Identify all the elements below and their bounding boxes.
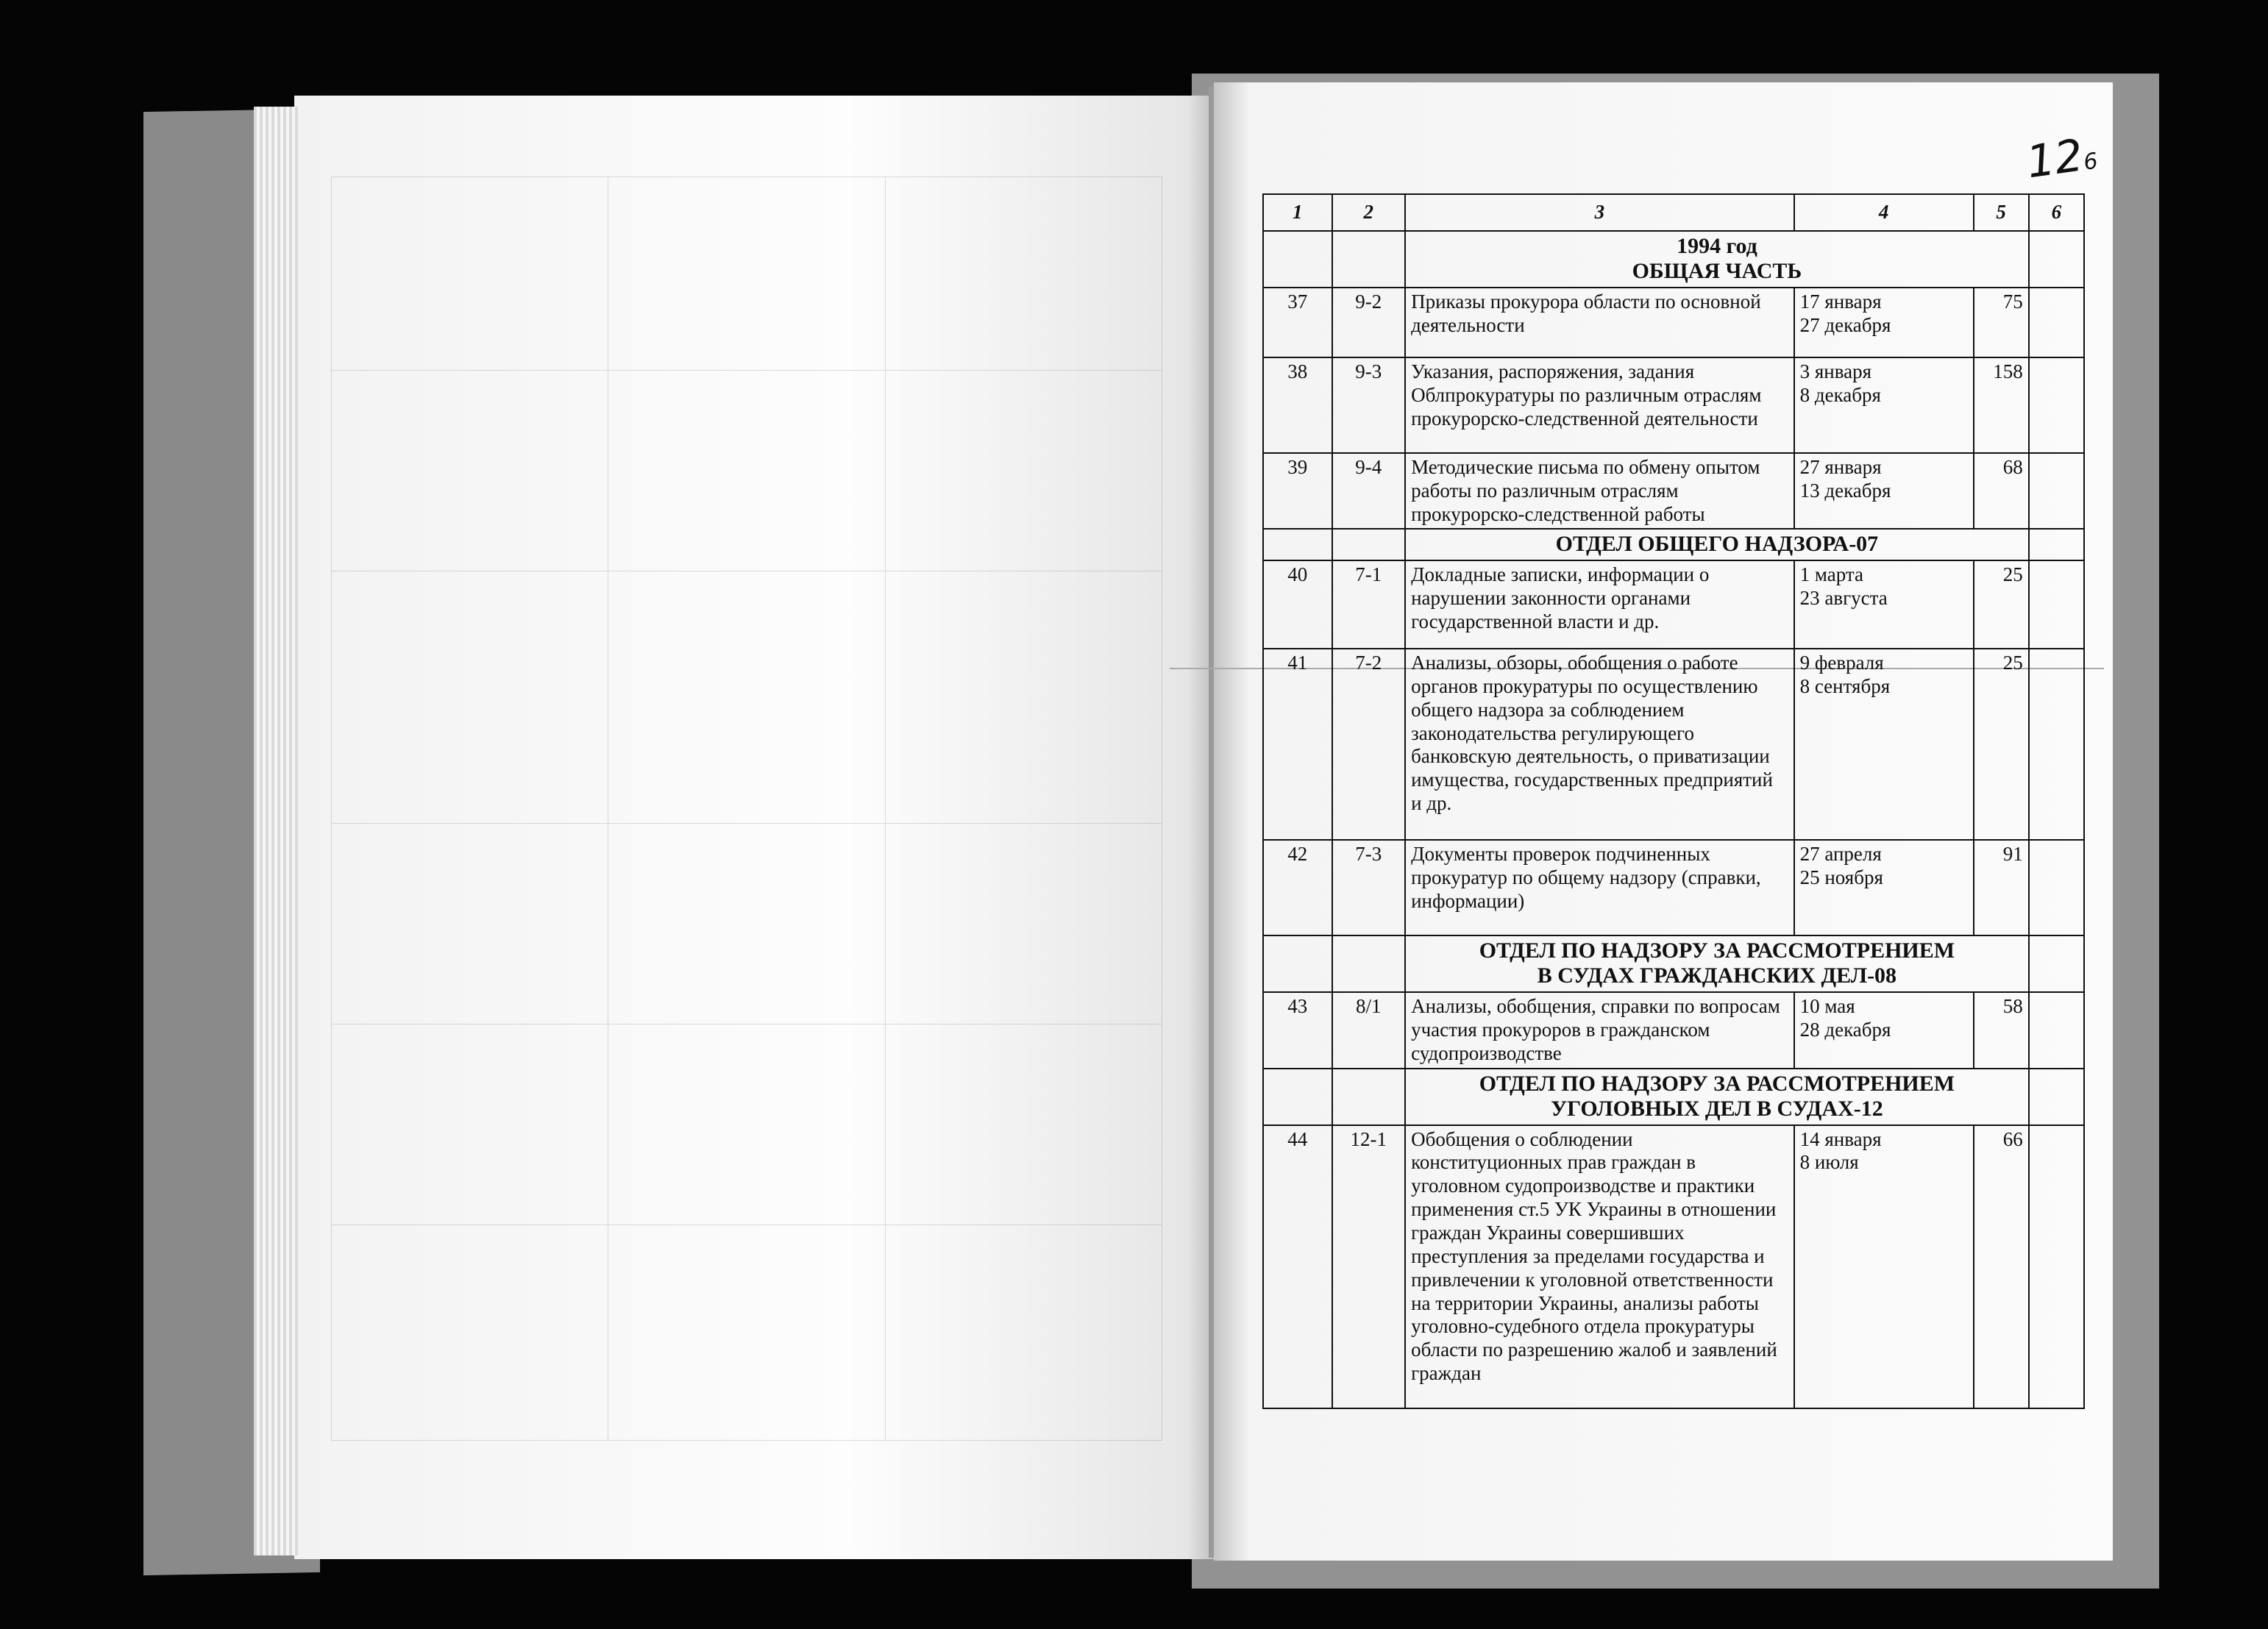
row-number: 43 — [1263, 992, 1332, 1069]
file-title: Докладные записки, информации о нарушении законности органами государственной власти и др. — [1405, 560, 1794, 649]
file-title: Обобщения о соблюдении конституционных прав граждан в уголовном судопроизводстве и практики применения ст.5 УК Украины в отношении граждан Украины совершивших преступления за пределами государства и привлечении к уголовной ответственности на территории Украины, анализы работы уголовно-судебного отдела прокуратуры области по разрешению жалоб и заявлений граждан — [1405, 1125, 1794, 1408]
file-title: Анализы, обобщения, справки по вопросам участия прокуроров в гражданском судопроизводстве — [1405, 992, 1794, 1069]
file-title: Указания, распоряжения, задания Облпрокуратуры по различным отраслям прокурорско-следственной деятельности — [1405, 357, 1794, 453]
note-cell — [2029, 840, 2084, 935]
file-dates: 1 марта 23 августа — [1794, 560, 1974, 649]
column-header: 3 — [1405, 194, 1794, 231]
table-row — [1263, 1125, 2084, 1408]
table-row — [1263, 357, 2084, 453]
section-heading-row — [1263, 529, 2084, 560]
show-through-text — [331, 177, 1162, 1456]
column-header: 2 — [1332, 194, 1406, 231]
sheet-count: 66 — [1974, 1125, 2029, 1408]
table-row — [1263, 288, 2084, 357]
file-title: Методические письма по обмену опытом работы по различным отраслям прокурорско-следственной работы — [1405, 453, 1794, 530]
file-dates: 9 февраля 8 сентября — [1794, 649, 1974, 840]
note-cell — [2029, 649, 2084, 840]
file-index: 7-3 — [1332, 840, 1406, 935]
sheet-count: 25 — [1974, 649, 2029, 840]
note-cell — [2029, 357, 2084, 453]
folio-number: 12 — [2023, 129, 2086, 189]
note-cell — [2029, 992, 2084, 1069]
file-dates: 27 января 13 декабря — [1794, 453, 1974, 530]
table-row — [1263, 453, 2084, 530]
row-number: 38 — [1263, 357, 1332, 453]
section-title: 1994 год ОБЩАЯ ЧАСТЬ — [1405, 231, 2029, 288]
folio-sub: 6 — [2082, 148, 2100, 176]
sheet-count: 75 — [1974, 288, 2029, 357]
note-cell — [2029, 1125, 2084, 1408]
file-title: Документы проверок подчиненных прокуратур по общему надзору (справки, информации) — [1405, 840, 1794, 935]
table-row — [1263, 560, 2084, 649]
table-header-row — [1263, 194, 2084, 231]
sheet-count: 91 — [1974, 840, 2029, 935]
section-heading-row — [1263, 1069, 2084, 1125]
file-index: 7-1 — [1332, 560, 1406, 649]
file-title: Анализы, обзоры, обобщения о работе органов прокуратуры по осуществлению общего надзора за соблюдением законодательства регулирующего банковскую деятельность, о приватизации имущества, государственных предприятий и др. — [1405, 649, 1794, 840]
section-title: ОТДЕЛ ПО НАДЗОРУ ЗА РАССМОТРЕНИЕМ В СУДАХ ГРАЖДАНСКИХ ДЕЛ-08 — [1405, 935, 2029, 992]
file-dates: 17 января 27 декабря — [1794, 288, 1974, 357]
file-index: 8/1 — [1332, 992, 1406, 1069]
note-cell — [2029, 288, 2084, 357]
row-number: 44 — [1263, 1125, 1332, 1408]
row-number: 39 — [1263, 453, 1332, 530]
column-header: 1 — [1263, 194, 1332, 231]
file-dates: 27 апреля 25 ноября — [1794, 840, 1974, 935]
section-title: ОТДЕЛ ОБЩЕГО НАДЗОРА-07 — [1405, 529, 2029, 560]
sheet-count: 58 — [1974, 992, 2029, 1069]
page-number-handwritten — [2024, 128, 2100, 189]
note-cell — [2029, 453, 2084, 530]
table-row — [1263, 649, 2084, 840]
file-index: 12-1 — [1332, 1125, 1406, 1408]
section-heading-row — [1263, 935, 2084, 992]
file-index: 9-4 — [1332, 453, 1406, 530]
row-number: 42 — [1263, 840, 1332, 935]
row-number: 40 — [1263, 560, 1332, 649]
file-index: 7-2 — [1332, 649, 1406, 840]
inventory-table — [1262, 193, 2085, 1409]
column-header: 6 — [2029, 194, 2084, 231]
sheet-count: 25 — [1974, 560, 2029, 649]
column-header: 5 — [1974, 194, 2029, 231]
file-dates: 10 мая 28 декабря — [1794, 992, 1974, 1069]
file-dates: 3 января 8 декабря — [1794, 357, 1974, 453]
file-index: 9-3 — [1332, 357, 1406, 453]
file-dates: 14 января 8 июля — [1794, 1125, 1974, 1408]
file-index: 9-2 — [1332, 288, 1406, 357]
row-number: 41 — [1263, 649, 1332, 840]
file-title: Приказы прокурора области по основной деятельности — [1405, 288, 1794, 357]
section-heading-row — [1263, 231, 2084, 288]
section-title: ОТДЕЛ ПО НАДЗОРУ ЗА РАССМОТРЕНИЕМ УГОЛОВНЫХ ДЕЛ В СУДАХ-12 — [1405, 1069, 2029, 1125]
page-edges — [254, 107, 298, 1555]
sheet-count: 158 — [1974, 357, 2029, 453]
row-number: 37 — [1263, 288, 1332, 357]
sheet-count: 68 — [1974, 453, 2029, 530]
table-row — [1263, 840, 2084, 935]
table-row — [1263, 992, 2084, 1069]
note-cell — [2029, 560, 2084, 649]
column-header: 4 — [1794, 194, 1974, 231]
